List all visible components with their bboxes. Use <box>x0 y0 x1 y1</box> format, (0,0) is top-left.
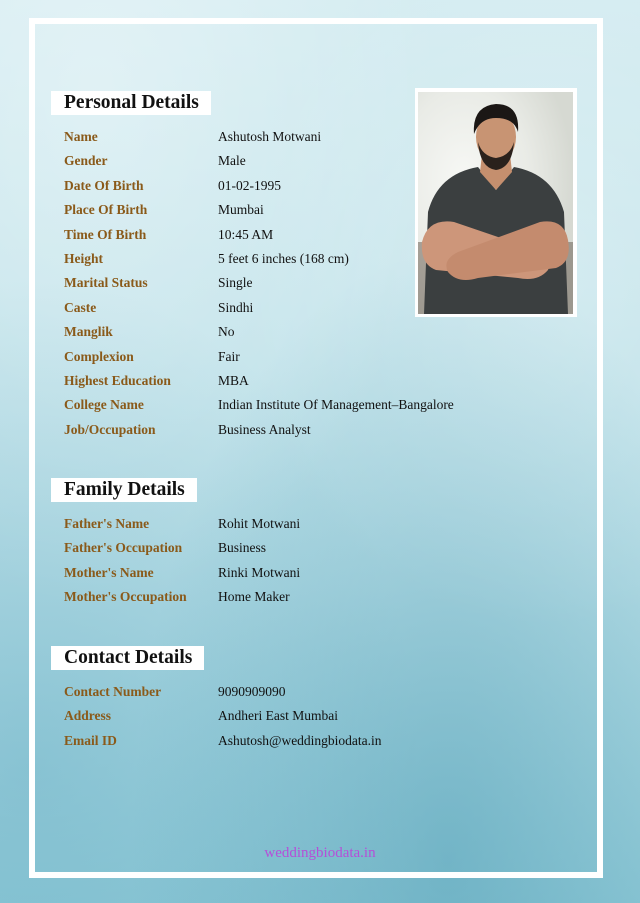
detail-label: Name <box>64 129 98 144</box>
detail-label: Email ID <box>64 732 117 748</box>
detail-value: No <box>218 324 235 340</box>
detail-label: Caste <box>64 299 97 315</box>
personal-details-heading: Personal Details <box>51 91 211 115</box>
detail-label: Place Of Birth <box>64 202 148 218</box>
detail-value: Mumbai <box>218 202 264 218</box>
detail-value: 5 feet 6 inches (168 cm) <box>218 250 349 266</box>
detail-value: Single <box>218 275 253 291</box>
detail-value: MBA <box>218 372 249 388</box>
detail-value: 10:45 AM <box>218 226 274 242</box>
detail-label: Gender <box>64 153 108 169</box>
detail-value: Sindhi <box>218 299 254 315</box>
detail-label: Date Of Birth <box>64 177 144 193</box>
detail-label: Contact Number <box>64 684 162 699</box>
detail-value: Business Analyst <box>218 421 311 437</box>
detail-label: Job/Occupation <box>64 421 156 437</box>
detail-label: Mother's Occupation <box>64 589 187 605</box>
profile-photo <box>418 92 573 314</box>
detail-value: Ashutosh Motwani <box>218 129 322 144</box>
detail-label: Mother's Name <box>64 564 154 580</box>
detail-label: Complexion <box>64 348 134 364</box>
detail-value: 9090909090 <box>218 684 286 699</box>
detail-value: Rinki Motwani <box>218 564 301 580</box>
detail-value: Ashutosh@weddingbiodata.in <box>218 732 382 748</box>
detail-value: Indian Institute Of Management–Bangalore <box>218 397 454 413</box>
detail-label: Time Of Birth <box>64 226 147 242</box>
person-silhouette-icon <box>418 92 573 314</box>
detail-value: Home Maker <box>218 589 290 605</box>
detail-label: Father's Name <box>64 516 150 531</box>
detail-label: Marital Status <box>64 275 148 291</box>
detail-value: Rohit Motwani <box>218 516 301 531</box>
detail-label: Manglik <box>64 324 113 340</box>
detail-value: 01-02-1995 <box>218 177 281 193</box>
footer-watermark: weddingbiodata.in <box>264 845 376 861</box>
detail-label: Address <box>64 708 112 724</box>
contact-details-heading: Contact Details <box>51 646 204 670</box>
detail-label: Father's Occupation <box>64 540 183 556</box>
detail-label: College Name <box>64 397 144 413</box>
detail-value: Male <box>218 153 246 169</box>
detail-label: Highest Education <box>64 372 171 388</box>
detail-value: Business <box>218 540 267 556</box>
profile-photo-frame <box>415 88 577 317</box>
detail-label: Height <box>64 250 103 266</box>
detail-value: Fair <box>218 348 240 364</box>
family-details-heading: Family Details <box>51 478 197 502</box>
detail-value: Andheri East Mumbai <box>218 708 338 724</box>
